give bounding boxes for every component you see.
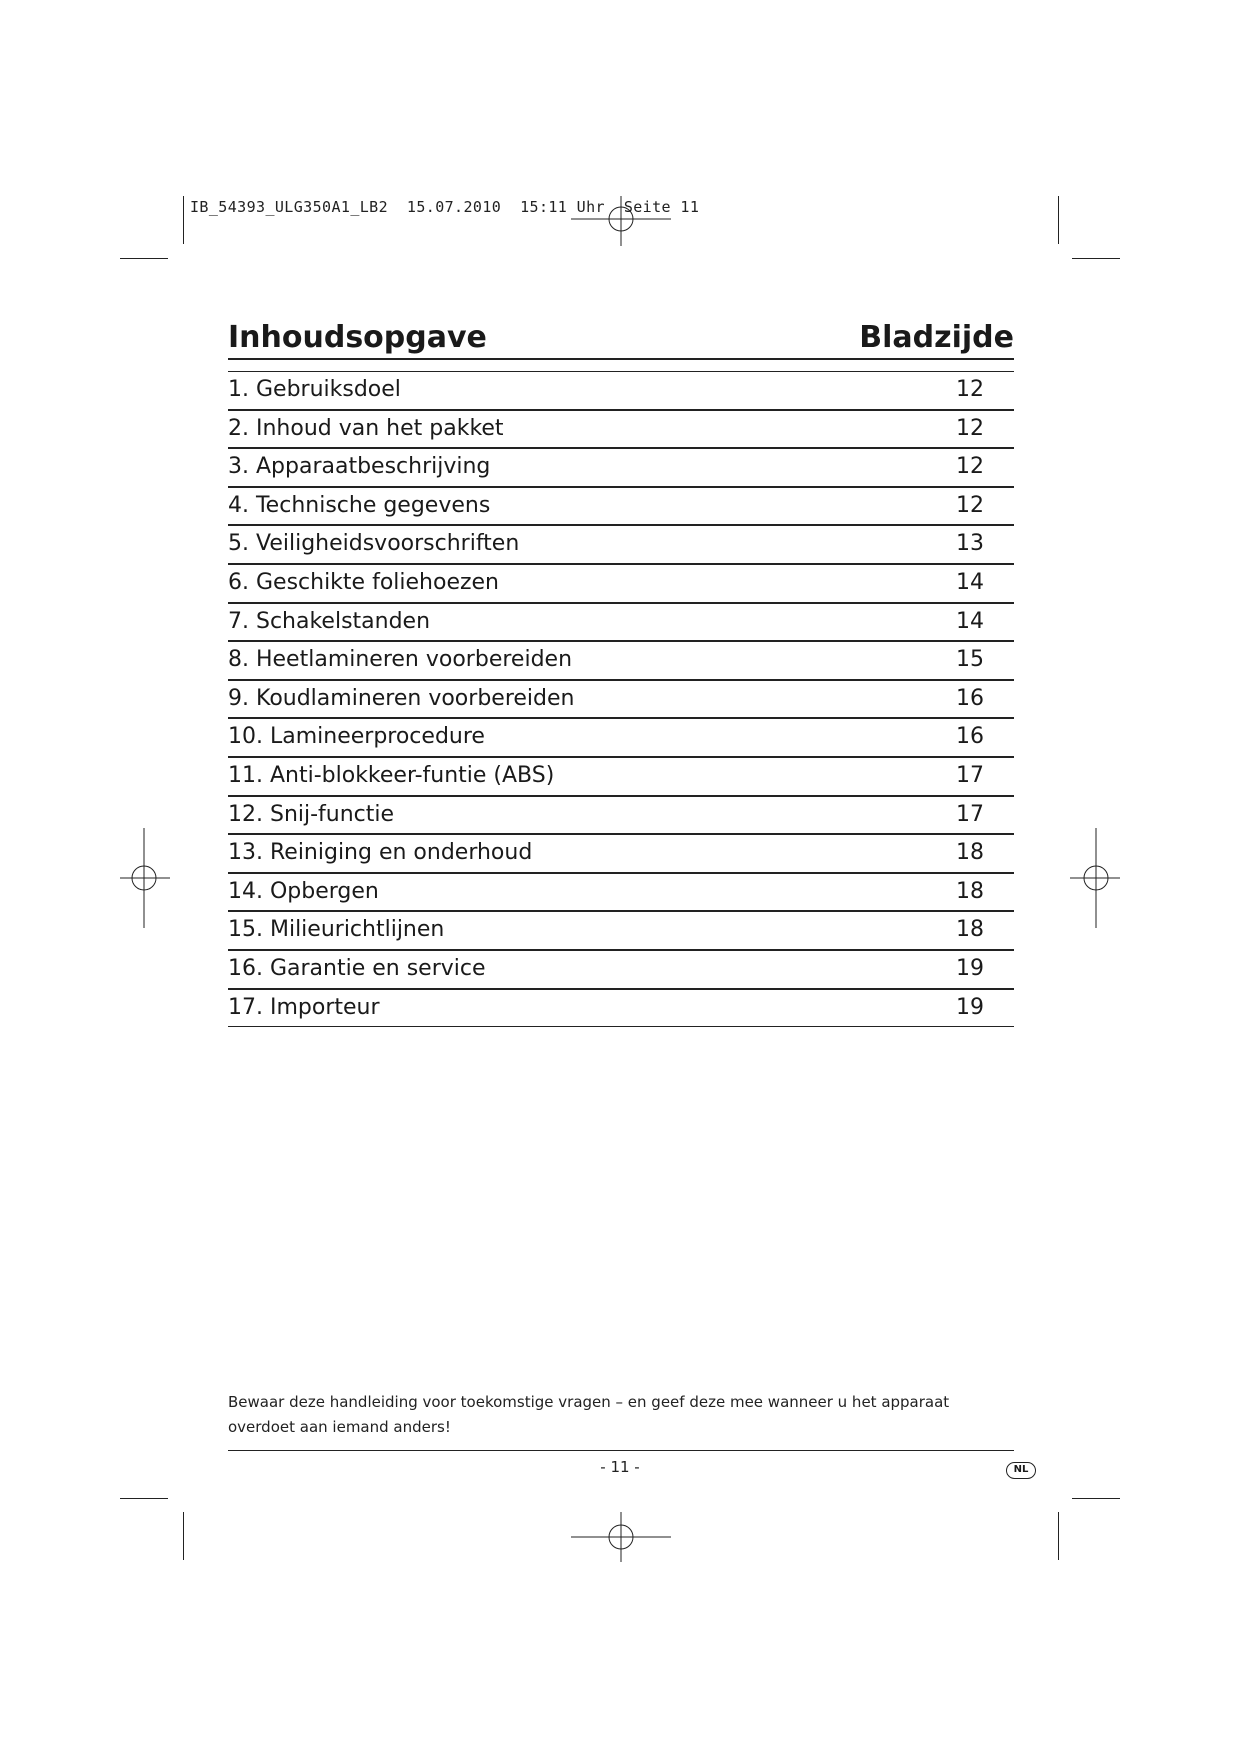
toc-entry-label: 9. Koudlamineren voorbereiden	[228, 685, 575, 711]
toc-heading-row	[228, 318, 1014, 360]
toc-entry-page: 13	[956, 531, 984, 557]
toc-entry-page: 18	[956, 840, 984, 866]
toc-entry[interactable]	[228, 603, 1014, 642]
crop-mark	[183, 1512, 184, 1560]
crop-mark	[120, 1498, 168, 1499]
toc-entry-label: 2. Inhoud van het pakket	[228, 415, 504, 441]
toc-entry[interactable]	[228, 989, 1014, 1028]
toc-entry[interactable]	[228, 564, 1014, 603]
toc-entry-label: 4. Technische gegevens	[228, 492, 491, 518]
toc-entry-page: 16	[956, 724, 984, 750]
toc-entry-label: 10. Lamineerprocedure	[228, 724, 485, 750]
toc-entry[interactable]	[228, 641, 1014, 680]
toc-entry-label: 13. Reiniging en onderhoud	[228, 840, 533, 866]
toc-entry-label: 5. Veiligheidsvoorschriften	[228, 531, 520, 557]
toc-entry[interactable]	[228, 796, 1014, 835]
toc-entry-page: 12	[956, 492, 984, 518]
page-number: - 11 -	[600, 1458, 640, 1476]
toc-entry-page: 14	[956, 608, 984, 634]
crop-mark	[120, 258, 168, 259]
toc-entry-page: 18	[956, 878, 984, 904]
toc-entry-page: 17	[956, 801, 984, 827]
toc-entry-page: 15	[956, 647, 984, 673]
toc-entry-page: 16	[956, 685, 984, 711]
toc-entry-page: 14	[956, 569, 984, 595]
crop-mark	[1058, 196, 1059, 244]
language-badge: NL	[1006, 1462, 1036, 1479]
toc-entry-label: 11. Anti-blokkeer-funtie (ABS)	[228, 762, 555, 788]
print-slug: IB_54393_ULG350A1_LB2 15.07.2010 15:11 Uhr Seite 11	[190, 198, 700, 216]
crop-mark	[183, 196, 184, 244]
toc-entry[interactable]	[228, 371, 1014, 410]
toc-entry-page: 19	[956, 955, 984, 981]
table-of-contents	[228, 371, 1014, 1027]
toc-entry[interactable]	[228, 718, 1014, 757]
footer-divider	[228, 1450, 1014, 1451]
toc-entry-page: 18	[956, 917, 984, 943]
footer-note: Bewaar deze handleiding voor toekomstige vragen – en geef deze mee wanneer u het apparaat overdoet aan iemand anders!	[228, 1393, 950, 1436]
registration-mark-icon	[1070, 828, 1120, 928]
toc-entry[interactable]	[228, 834, 1014, 873]
toc-entry[interactable]	[228, 757, 1014, 796]
toc-entry[interactable]	[228, 525, 1014, 564]
toc-entry-label: 12. Snij-functie	[228, 801, 395, 827]
toc-entry-label: 3. Apparaatbeschrijving	[228, 454, 491, 480]
toc-entry-label: 8. Heetlamineren voorbereiden	[228, 647, 573, 673]
toc-entry-page: 17	[956, 762, 984, 788]
toc-entry[interactable]	[228, 448, 1014, 487]
toc-entry-label: 17. Importeur	[228, 994, 380, 1020]
toc-entry-page: 12	[956, 377, 984, 402]
page-title: Inhoudsopgave	[228, 320, 487, 355]
crop-mark	[1072, 258, 1120, 259]
registration-mark-icon	[571, 1512, 671, 1562]
toc-entry-label: 15. Milieurichtlijnen	[228, 917, 445, 943]
toc-entry[interactable]	[228, 873, 1014, 912]
registration-mark-icon	[120, 828, 170, 928]
toc-entry-page: 12	[956, 454, 984, 480]
toc-entry-label: 7. Schakelstanden	[228, 608, 431, 634]
toc-entry-label: 1. Gebruiksdoel	[228, 377, 401, 402]
toc-entry-page: 19	[956, 994, 984, 1020]
toc-entry-label: 16. Garantie en service	[228, 955, 486, 981]
toc-entry[interactable]	[228, 950, 1014, 989]
toc-entry[interactable]	[228, 487, 1014, 526]
registration-mark-icon	[571, 196, 671, 246]
toc-entry[interactable]	[228, 911, 1014, 950]
crop-mark	[1072, 1498, 1120, 1499]
page-column-heading: Bladzijde	[859, 320, 1014, 355]
toc-entry-page: 12	[956, 415, 984, 441]
toc-entry-label: 14. Opbergen	[228, 878, 379, 904]
crop-mark	[1058, 1512, 1059, 1560]
toc-entry[interactable]	[228, 410, 1014, 449]
toc-entry[interactable]	[228, 680, 1014, 719]
toc-entry-label: 6. Geschikte foliehoezen	[228, 569, 500, 595]
